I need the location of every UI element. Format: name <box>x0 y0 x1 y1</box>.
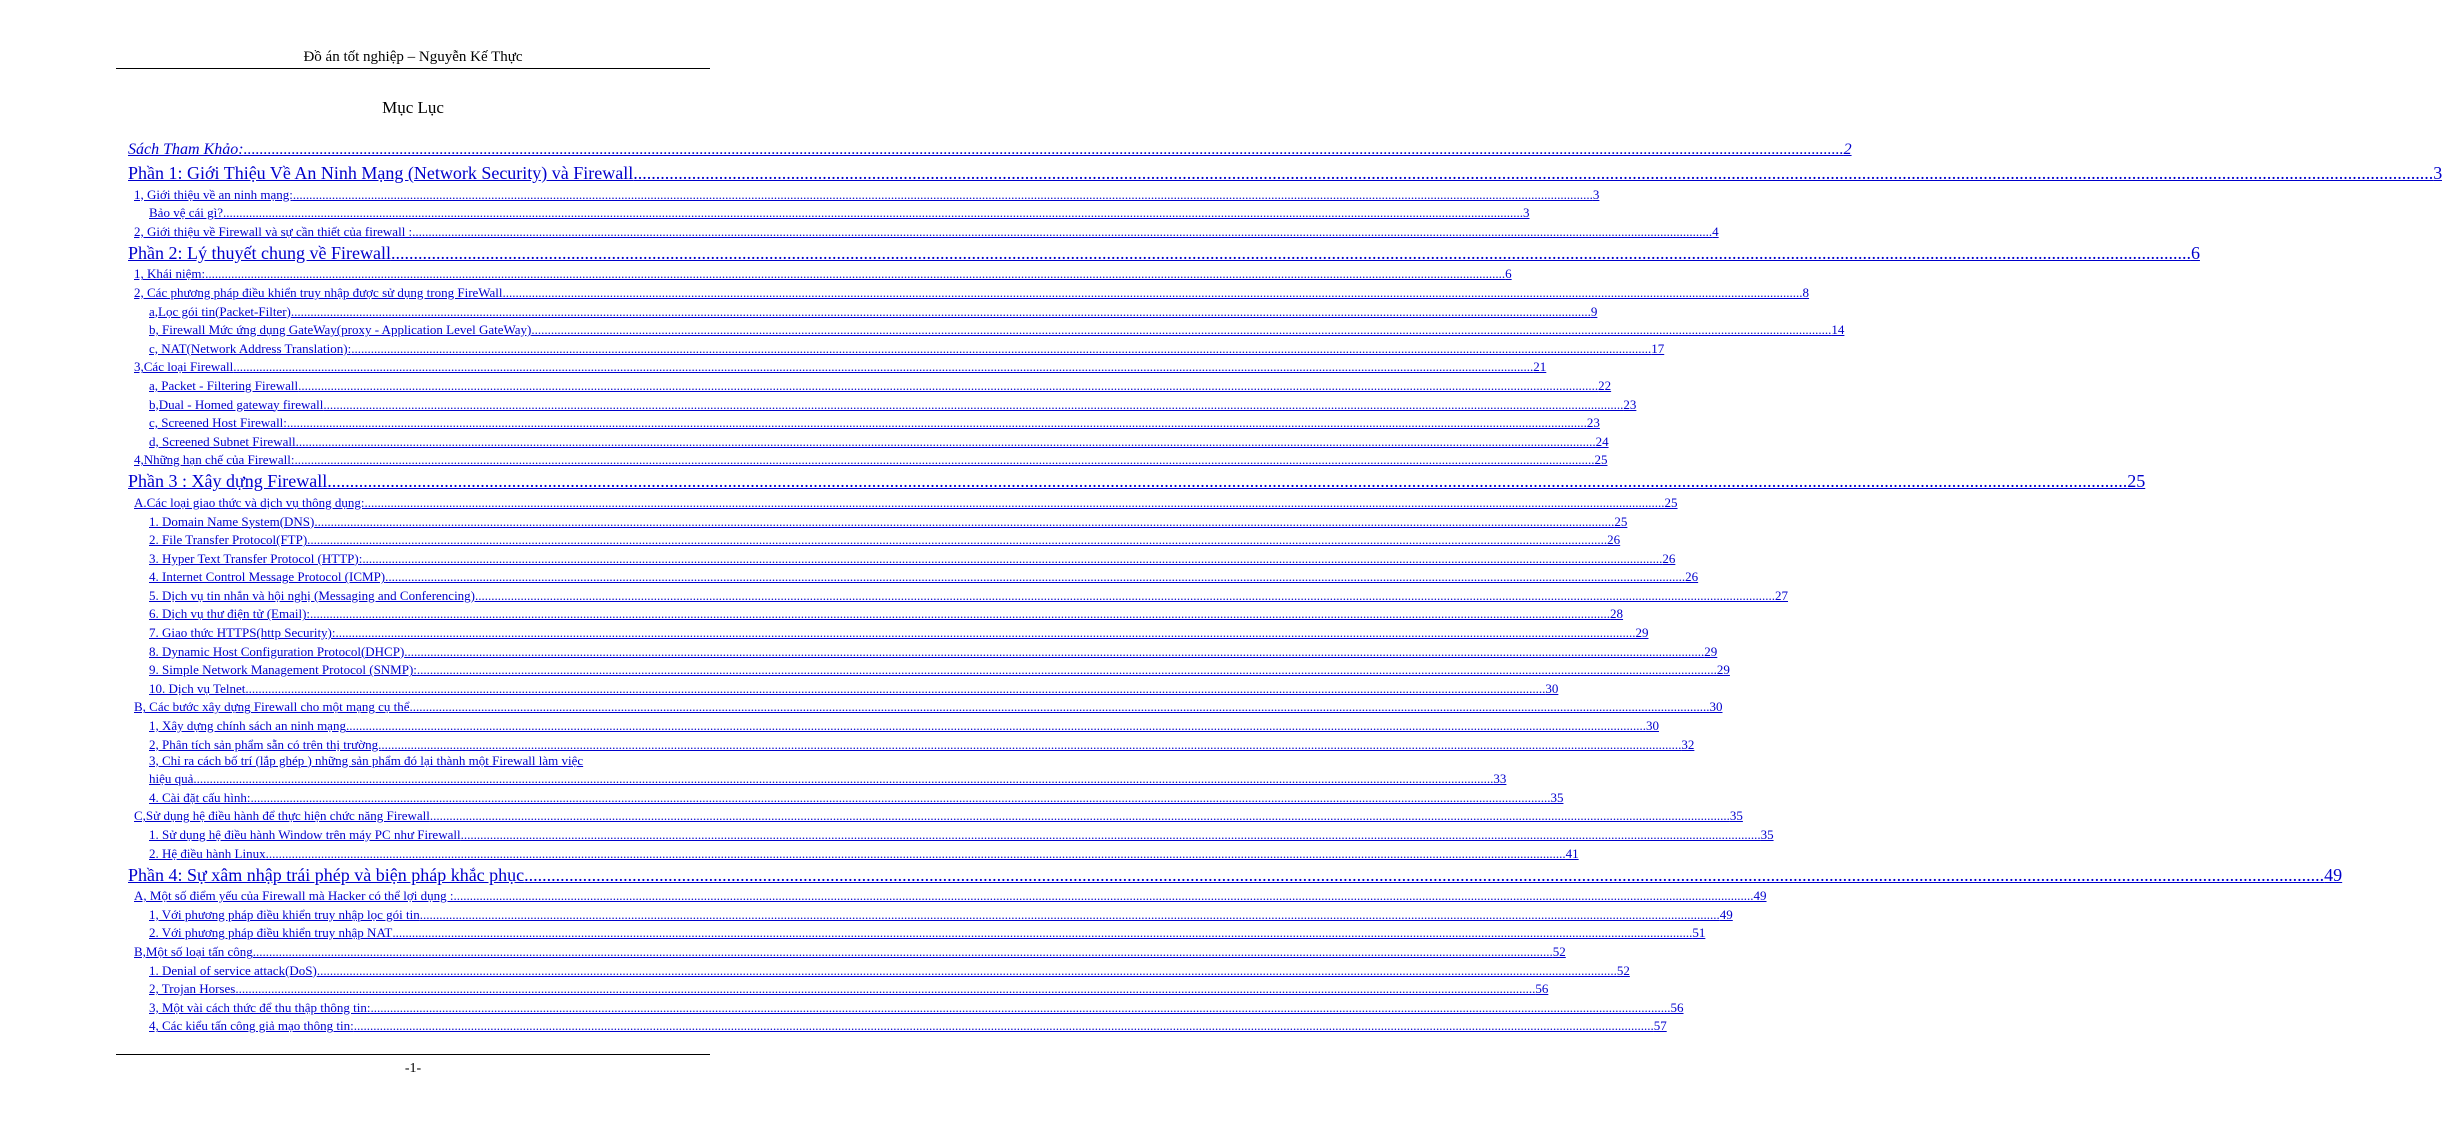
toc-entry[interactable] <box>128 138 1852 160</box>
toc-entry-label: 3. Hyper Text Transfer Protocol (HTTP): <box>149 550 363 566</box>
toc-leader-dots: ................................................................................................................................................................................................................................................................................................................................................................................................................ <box>370 999 1671 1015</box>
toc-leader-dots: ................................................................................................................................................................................................................................................................................................................................................................................................................ <box>381 736 1682 752</box>
toc-leader-dots: ................................................................................................................................................................................................................................................................................................................................................................................................................ <box>419 906 1720 922</box>
toc-entry-label: 10. Dịch vụ Telnet <box>149 680 246 696</box>
toc-entry-label: hiệu quả <box>149 771 194 787</box>
toc-entry-label: 1, Khái niệm: <box>134 266 206 282</box>
toc-entry-label: 2. Với phương pháp điều khiển truy nhập NAT <box>149 925 393 941</box>
toc-entry-page: 35 <box>1550 789 1564 805</box>
toc-leader-dots: ................................................................................................................................................................................................................................................................................................................................................................................................................ <box>310 606 1611 622</box>
toc-entry-label: 6. Dịch vụ thư điện tử (Email): <box>149 606 311 622</box>
toc-entry-label: A.Các loại giao thức và dịch vụ thông dụng: <box>134 494 365 510</box>
toc-entry-label: Phần 2: Lý thuyết chung về Firewall <box>128 242 391 263</box>
toc-entry[interactable] <box>134 357 1547 376</box>
toc-entry-label: 4. Internet Control Message Protocol (ICMP) <box>149 569 386 585</box>
toc-entry-page: 52 <box>1552 943 1566 959</box>
toc-leader-dots: ................................................................................................................................................................................................................................................................................................................................................................................................................ <box>245 680 1546 696</box>
toc-leader-dots: ................................................................................................................................................................................................................................................................................................................................................................................................................ <box>524 864 2325 885</box>
toc-leader-dots: ................................................................................................................................................................................................................................................................................................................................................................................................................ <box>390 242 2191 263</box>
toc-entry-page: 35 <box>1729 808 1743 824</box>
toc-leader-dots: ................................................................................................................................................................................................................................................................................................................................................................................................................ <box>205 266 1506 282</box>
toc-entry[interactable] <box>128 468 2146 492</box>
toc-entry-label: 2, Các phương pháp điều khiển truy nhập được sử dụng trong FireWall <box>134 284 503 300</box>
toc-entry[interactable] <box>149 511 1628 530</box>
toc-entry-label: 2. File Transfer Protocol(FTP) <box>149 532 308 548</box>
toc-leader-dots: ................................................................................................................................................................................................................................................................................................................................................................................................................ <box>252 943 1553 959</box>
toc-entry-page: 26 <box>1685 569 1699 585</box>
toc-leader-dots: ................................................................................................................................................................................................................................................................................................................................................................................................................ <box>243 141 1844 158</box>
toc-entry-label: b,Dual - Homed gateway firewall <box>149 396 324 412</box>
toc-leader-dots: ................................................................................................................................................................................................................................................................................................................................................................................................................ <box>290 303 1591 319</box>
toc-entry-page: 4 <box>1712 223 1719 239</box>
toc-entry[interactable] <box>134 264 1512 283</box>
toc-leader-dots: ................................................................................................................................................................................................................................................................................................................................................................................................................ <box>385 569 1686 585</box>
toc-entry-label: c, NAT(Network Address Translation): <box>149 340 352 356</box>
toc-entry-page: 57 <box>1653 1018 1667 1034</box>
toc-entry[interactable] <box>149 824 1774 843</box>
toc-entry-label: 2, Giới thiệu về Firewall và sự cần thiết của firewall : <box>134 223 413 239</box>
toc-entry[interactable] <box>149 979 1549 998</box>
toc-entry-page: 29 <box>1716 662 1730 678</box>
toc-entry[interactable] <box>149 585 1789 604</box>
toc-entry-page: 26 <box>1662 550 1676 566</box>
toc-entry[interactable] <box>149 622 1649 641</box>
toc-entry-label: 5. Dịch vụ tin nhắn và hội nghị (Messaging and Conferencing) <box>149 587 476 603</box>
toc-entry[interactable] <box>149 320 1845 339</box>
toc-entry-page: 29 <box>1704 643 1718 659</box>
toc-entry[interactable] <box>134 697 1723 716</box>
toc-entry-page: 51 <box>1692 925 1706 941</box>
toc-leader-dots: ................................................................................................................................................................................................................................................................................................................................................................................................................ <box>335 625 1636 641</box>
toc-entry-label: 9. Simple Network Management Protocol (SNMP): <box>149 662 417 678</box>
toc-entry-page: 52 <box>1616 962 1630 978</box>
toc-entry-label: C,Sử dụng hệ điều hành để thực hiện chức năng Firewall <box>134 808 430 824</box>
toc-entry-page: 9 <box>1590 303 1598 319</box>
toc-entry[interactable] <box>149 715 1659 734</box>
toc-entry-page: 22 <box>1598 377 1612 393</box>
toc-entry-page: 17 <box>1651 340 1665 356</box>
toc-entry-label: Phần 4: Sự xâm nhập trái phép và biện pháp khắc phục <box>128 864 525 885</box>
toc-entry[interactable] <box>149 413 1600 432</box>
toc-entry-label: 4. Cài đặt cấu hình: <box>149 789 251 805</box>
toc-leader-dots: ................................................................................................................................................................................................................................................................................................................................................................................................................ <box>453 888 1754 904</box>
toc-entry-label: d, Screened Subnet Firewall <box>149 433 296 449</box>
toc-entry-label: A, Một số điểm yếu của Firewall mà Hacker có thể lợi dụng : <box>134 888 454 904</box>
toc-leader-dots: ................................................................................................................................................................................................................................................................................................................................................................................................................ <box>409 699 1710 715</box>
toc-entry-page: 26 <box>1607 532 1621 548</box>
toc-entry-label: Sách Tham Khảo: <box>128 141 244 158</box>
toc-entry[interactable] <box>134 221 1719 240</box>
toc-entry[interactable] <box>149 431 1609 450</box>
toc-leader-dots: ................................................................................................................................................................................................................................................................................................................................................................................................................ <box>265 845 1566 861</box>
toc-leader-dots: ................................................................................................................................................................................................................................................................................................................................................................................................................ <box>327 471 2128 492</box>
toc-entry[interactable] <box>149 301 1598 320</box>
toc-leader-dots: ................................................................................................................................................................................................................................................................................................................................................................................................................ <box>307 532 1608 548</box>
toc-entry[interactable] <box>149 997 1684 1016</box>
toc-entry[interactable] <box>134 806 1743 825</box>
toc-leader-dots: ................................................................................................................................................................................................................................................................................................................................................................................................................ <box>392 925 1693 941</box>
toc-entry-page: 23 <box>1586 415 1600 431</box>
toc-entry-page: 49 <box>1719 906 1733 922</box>
toc-leader-dots: ................................................................................................................................................................................................................................................................................................................................................................................................................ <box>502 284 1803 300</box>
toc-leader-dots: ................................................................................................................................................................................................................................................................................................................................................................................................................ <box>314 513 1615 529</box>
toc-entry-page: 56 <box>1535 981 1549 997</box>
toc-leader-dots: ................................................................................................................................................................................................................................................................................................................................................................................................................ <box>364 494 1665 510</box>
toc-entry-page: 6 <box>1505 266 1512 282</box>
toc-entry-label: 2, Trojan Horses <box>149 981 236 997</box>
toc-entry-label: 3,Các loại Firewall <box>134 359 234 375</box>
toc-leader-dots: ................................................................................................................................................................................................................................................................................................................................................................................................................ <box>223 205 1523 221</box>
toc-entry-label: 1. Sử dụng hệ điều hành Window trên máy PC như Firewall <box>149 827 461 842</box>
toc-leader-dots: ................................................................................................................................................................................................................................................................................................................................................................................................................ <box>323 396 1624 412</box>
toc-entry-label: 2, Phân tích sản phẩm sẵn có trên thị trường. <box>149 736 382 752</box>
toc-entry-label: a,Lọc gói tin(Packet-Filter) <box>149 303 291 319</box>
toc-entry[interactable] <box>149 843 1579 862</box>
toc-entry[interactable] <box>149 753 711 769</box>
toc-entry-page: 14 <box>1831 322 1845 338</box>
toc-entry-label: 4, Các kiểu tấn công giả mạo thông tin: <box>149 1018 354 1034</box>
toc-entry-page: 35 <box>1760 827 1774 842</box>
toc-entry-page: 30 <box>1645 718 1659 734</box>
toc-entry-label: 1. Domain Name System(DNS) <box>149 513 315 529</box>
toc-entry[interactable] <box>149 530 1621 549</box>
toc-leader-dots: ................................................................................................................................................................................................................................................................................................................................................................................................................ <box>298 377 1599 393</box>
toc-entry-page: 49 <box>2324 864 2343 885</box>
toc-entry-page: 33 <box>1493 771 1507 787</box>
toc-entry-label: b, Firewall Mức ứng dụng GateWay(proxy - Application Level GateWay) <box>149 322 532 338</box>
toc-entry-page: 21 <box>1533 359 1547 375</box>
toc-leader-dots: ................................................................................................................................................................................................................................................................................................................................................................................................................ <box>531 322 1832 338</box>
toc-entry[interactable] <box>128 160 2442 184</box>
toc-entry[interactable] <box>149 203 1530 222</box>
toc-entry[interactable] <box>134 450 1608 469</box>
page-header: Đồ án tốt nghiệp – Nguyễn Kế Thực <box>303 49 523 65</box>
toc-leader-dots: ................................................................................................................................................................................................................................................................................................................................................................................................................ <box>345 718 1646 734</box>
header-rule <box>116 68 710 69</box>
toc-leader-dots: ................................................................................................................................................................................................................................................................................................................................................................................................................ <box>475 587 1776 603</box>
toc-leader-dots: ................................................................................................................................................................................................................................................................................................................................................................................................................ <box>353 1018 1654 1034</box>
toc-entry-label: Phần 1: Giới Thiệu Về An Ninh Mạng (Network Security) và Firewall <box>128 163 634 183</box>
footer-rule <box>116 1054 710 1055</box>
toc-entry[interactable] <box>149 904 1733 923</box>
toc-entry-page: 3 <box>1592 186 1600 202</box>
toc-entry[interactable] <box>149 734 1695 753</box>
toc-entry-label: 8. Dynamic Host Configuration Protocol(DHCP) <box>149 643 405 659</box>
toc-entry-page: 32 <box>1681 736 1695 752</box>
toc-entry-page: 30 <box>1545 680 1559 696</box>
toc-entry[interactable] <box>134 184 1600 203</box>
toc-entry[interactable] <box>134 492 1678 511</box>
toc-leader-dots: ................................................................................................................................................................................................................................................................................................................................................................................................................ <box>235 981 1536 997</box>
toc-entry-page: 28 <box>1610 606 1624 622</box>
toc-entry-page: 3 <box>1523 205 1530 221</box>
toc-entry-label: 3, Một vài cách thức để thu thập thông tin: <box>149 999 371 1015</box>
toc-entry-label: 2. Hệ điều hành Linux <box>149 845 266 861</box>
toc-leader-dots: ................................................................................................................................................................................................................................................................................................................................................................................................................ <box>233 359 1534 375</box>
toc-entry[interactable] <box>128 240 2200 264</box>
toc-entry[interactable] <box>149 394 1637 413</box>
toc-entry-label: 7. Giao thức HTTPS(http Security): <box>149 625 336 641</box>
toc-leader-dots: ................................................................................................................................................................................................................................................................................................................................................................................................................ <box>416 662 1717 678</box>
toc-leader-dots: ................................................................................................................................................................................................................................................................................................................................................................................................................ <box>316 962 1617 978</box>
toc-entry[interactable] <box>149 604 1624 623</box>
toc-entry[interactable] <box>149 960 1630 979</box>
page-number: -1- <box>404 1061 422 1076</box>
toc-entry-label: 1. Denial of service attack(DoS) <box>149 962 317 978</box>
toc-entry[interactable] <box>149 641 1718 660</box>
toc-leader-dots: ................................................................................................................................................................................................................................................................................................................................................................................................................ <box>633 163 2434 183</box>
toc-entry[interactable] <box>149 787 1564 806</box>
toc-entry[interactable] <box>149 769 1507 788</box>
toc-entry-page: 27 <box>1775 587 1789 603</box>
toc-entry-page: 25 <box>2127 471 2146 492</box>
toc-entry-page: 3 <box>2433 163 2442 183</box>
toc-entry-label: Phần 3 : Xây dựng Firewall <box>128 471 328 492</box>
toc-entry-page: 23 <box>1623 396 1637 412</box>
toc-entry-page: 2 <box>1843 141 1852 158</box>
toc-leader-dots: ................................................................................................................................................................................................................................................................................................................................................................................................................ <box>286 415 1587 431</box>
toc-entry-page: 41 <box>1565 845 1579 861</box>
toc-leader-dots: ................................................................................................................................................................................................................................................................................................................................................................................................................ <box>460 827 1761 842</box>
toc-entry[interactable] <box>149 923 1706 942</box>
toc-leader-dots: ................................................................................................................................................................................................................................................................................................................................................................................................................ <box>193 771 1494 787</box>
toc-entry-page: 49 <box>1753 888 1767 904</box>
toc-entry-page: 24 <box>1595 433 1609 449</box>
toc-entry-label: Bảo vệ cái gì? <box>149 205 223 221</box>
toc-entry-page: 30 <box>1709 699 1723 715</box>
toc-leader-dots: ................................................................................................................................................................................................................................................................................................................................................................................................................ <box>412 223 1713 239</box>
toc-entry-page: 25 <box>1594 452 1608 468</box>
toc-leader-dots: ................................................................................................................................................................................................................................................................................................................................................................................................................ <box>292 186 1593 202</box>
toc-leader-dots: ................................................................................................................................................................................................................................................................................................................................................................................................................ <box>362 550 1663 566</box>
toc-leader-dots: ................................................................................................................................................................................................................................................................................................................................................................................................................ <box>351 340 1652 356</box>
toc-entry[interactable] <box>149 375 1612 394</box>
toc-entry-label: a, Packet - Filtering Firewall <box>149 377 299 393</box>
toc-entry-label: 3, Chỉ ra cách bố trí (lắp ghép ) những sản phẩm đó lại thành một Firewall làm việc <box>149 752 584 768</box>
toc-entry[interactable] <box>134 282 1810 301</box>
toc-entry[interactable] <box>149 338 1665 357</box>
toc-entry[interactable] <box>149 548 1676 567</box>
toc-entry-page: 6 <box>2190 242 2200 263</box>
toc-leader-dots: ................................................................................................................................................................................................................................................................................................................................................................................................................ <box>294 452 1595 468</box>
toc-leader-dots: ................................................................................................................................................................................................................................................................................................................................................................................................................ <box>295 433 1596 449</box>
toc-entry-page: 25 <box>1614 513 1628 529</box>
toc-entry[interactable] <box>134 886 1767 905</box>
toc-entry[interactable] <box>134 941 1566 960</box>
toc-entry-label: B, Các bước xây dựng Firewall cho một mạng cụ thể <box>134 699 410 715</box>
toc-entry-label: 1, Xây dựng chính sách an ninh mạng <box>149 718 346 734</box>
page-title: Mục Lục <box>382 98 444 117</box>
toc-entry[interactable] <box>149 567 1699 586</box>
toc-entry-page: 8 <box>1802 284 1810 300</box>
toc-entry-label: 4,Những hạn chế của Firewall: <box>134 452 295 468</box>
toc-leader-dots: ................................................................................................................................................................................................................................................................................................................................................................................................................ <box>250 789 1551 805</box>
toc-entry-page: 25 <box>1664 494 1678 510</box>
toc-entry-label: 1, Với phương pháp điều khiển truy nhập lọc gói tin <box>149 906 420 922</box>
toc-entry-label: B,Một số loại tấn công <box>134 943 253 959</box>
toc-entry-page: 56 <box>1670 999 1684 1015</box>
toc-entry-label: 1, Giới thiệu về an ninh mạng: <box>134 186 293 202</box>
toc-entry[interactable] <box>149 678 1559 697</box>
toc-entry-page: 29 <box>1635 625 1649 641</box>
toc-entry-label: c, Screened Host Firewall: <box>149 415 287 431</box>
toc-leader-dots: ................................................................................................................................................................................................................................................................................................................................................................................................................ <box>404 643 1705 659</box>
toc-entry[interactable] <box>128 862 2343 886</box>
toc-entry[interactable] <box>149 1016 1667 1035</box>
table-of-contents <box>128 138 2442 1034</box>
toc-leader-dots: ................................................................................................................................................................................................................................................................................................................................................................................................................ <box>429 808 1730 824</box>
toc-entry[interactable] <box>149 660 1730 679</box>
